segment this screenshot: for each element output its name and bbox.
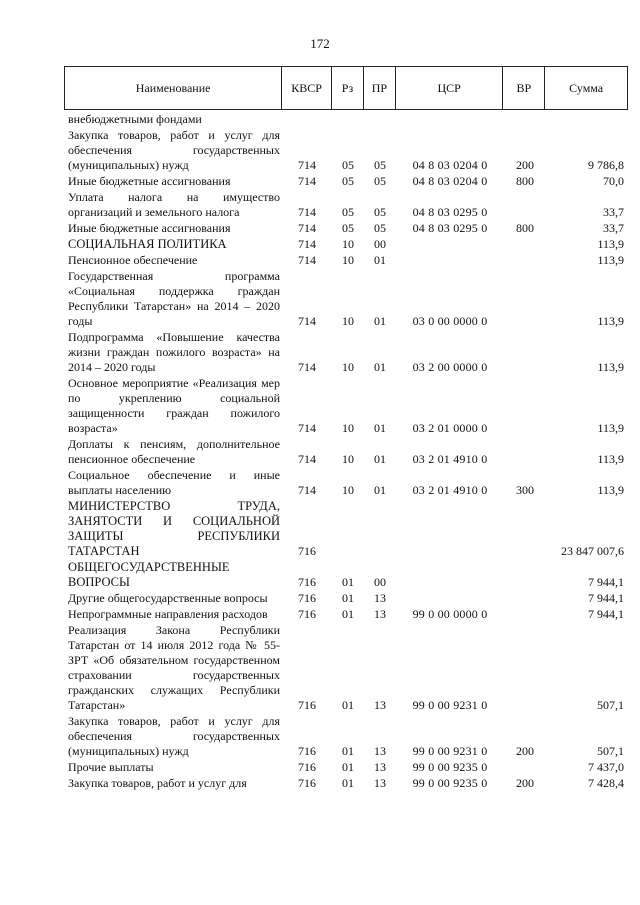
table-row [64,376,628,436]
cell-pr: 01 [374,483,386,497]
cell-rz: 01 [342,744,354,758]
cell-sum: 23 847 007,6 [561,544,624,558]
table-row [64,221,628,236]
cell-rz: 10 [342,253,354,267]
cell-pr: 01 [374,253,386,267]
cell-name: СОЦИАЛЬНАЯ ПОЛИТИКА [68,237,227,251]
table-row [64,174,628,189]
cell-name: Непрограммные направления расходов [68,607,268,621]
cell-kvsr: 714 [298,158,316,172]
cell-name: МИНИСТЕРСТВО ТРУДА, ЗАНЯТОСТИ И СОЦИАЛЬНОЙ ЗАЩИТЫ РЕСПУБЛИКИ ТАТАРСТАН [68,499,280,558]
cell-csr: 03 2 00 0000 0 [412,360,488,374]
cell-sum: 113,9 [597,360,624,374]
cell-sum: 7 944,1 [588,607,624,621]
cell-kvsr: 716 [298,575,316,589]
cell-pr: 13 [374,607,386,621]
cell-name: внебюджетными фондами [68,112,202,126]
cell-rz: 05 [342,205,354,219]
cell-vr: 200 [516,776,534,790]
table-row [64,560,628,590]
cell-pr: 01 [374,360,386,374]
cell-sum: 507,1 [597,744,624,758]
cell-kvsr: 716 [298,591,316,605]
table-row [64,607,628,622]
table-row [64,499,628,559]
cell-name: Подпрограмма «Повышение качества жизни граждан пожилого возраста» на 2014 – 2020 годы [68,330,280,374]
table-row [64,269,628,329]
cell-name: Другие общегосударственные вопросы [68,591,268,605]
cell-rz: 05 [342,174,354,188]
header-pr: ПР [364,67,396,109]
header-csr: ЦСР [396,67,504,109]
cell-rz: 01 [342,698,354,712]
cell-rz: 01 [342,760,354,774]
table-body [64,112,628,791]
cell-sum: 113,9 [597,253,624,267]
page-number: 172 [310,36,330,51]
cell-pr: 01 [374,421,386,435]
cell-kvsr: 716 [298,776,316,790]
cell-sum: 7 944,1 [588,591,624,605]
cell-pr: 01 [374,452,386,466]
cell-pr: 01 [374,314,386,328]
cell-name: Закупка товаров, работ и услуг для обеспечения государственных (муниципальных) нужд [68,128,280,172]
cell-name: Реализация Закона Республики Татарстан от 14 июля 2012 года № 55-ЗРТ «Об обязательном государственном страховании государственных гражданских служащих Республики Татарстан» [68,623,280,712]
cell-pr: 13 [374,698,386,712]
header-rz: Рз [332,67,364,109]
table-row [64,190,628,220]
table-row [64,330,628,375]
cell-name: Закупка товаров, работ и услуг для [68,776,247,790]
table-row [64,253,628,268]
cell-sum: 33,7 [603,205,624,219]
cell-name: ОБЩЕГОСУДАРСТВЕННЫЕ ВОПРОСЫ [68,560,230,589]
cell-rz: 10 [342,314,354,328]
cell-pr: 05 [374,221,386,235]
cell-name: Государственная программа «Социальная поддержка граждан Республики Татарстан» на 2014 – 2020 годы [68,269,280,328]
cell-rz: 01 [342,591,354,605]
cell-pr: 00 [374,237,386,251]
cell-csr: 04 8 03 0204 0 [412,158,488,172]
cell-kvsr: 716 [298,760,316,774]
cell-name: Иные бюджетные ассигнования [68,221,231,235]
cell-rz: 01 [342,776,354,790]
cell-rz: 10 [342,452,354,466]
cell-csr: 03 2 01 4910 0 [412,452,488,466]
cell-vr: 300 [516,483,534,497]
cell-rz: 05 [342,158,354,172]
cell-rz: 01 [342,607,354,621]
table-row [64,112,628,127]
cell-sum: 33,7 [603,221,624,235]
cell-pr: 13 [374,591,386,605]
cell-pr: 05 [374,174,386,188]
cell-csr: 04 8 03 0204 0 [412,174,488,188]
cell-kvsr: 716 [298,607,316,621]
cell-csr: 99 0 00 9231 0 [412,698,488,712]
cell-kvsr: 716 [298,544,316,558]
cell-csr: 03 0 00 0000 0 [412,314,488,328]
cell-kvsr: 716 [298,744,316,758]
cell-csr: 03 2 01 4910 0 [412,483,488,497]
cell-name: Социальное обеспечение и иные выплаты населению [68,468,280,497]
cell-sum: 507,1 [597,698,624,712]
cell-sum: 70,0 [603,174,624,188]
cell-pr: 13 [374,744,386,758]
cell-csr: 99 0 00 0000 0 [412,607,488,621]
header-sum: Сумма [569,80,604,95]
cell-vr: 800 [516,174,534,188]
cell-pr: 00 [374,575,386,589]
table-row [64,437,628,467]
cell-csr: 99 0 00 9235 0 [412,760,488,774]
table-row [64,760,628,775]
cell-name: Прочие выплаты [68,760,154,774]
cell-vr: 800 [516,221,534,235]
cell-pr: 13 [374,760,386,774]
cell-sum: 113,9 [597,421,624,435]
cell-sum: 7 437,0 [588,760,624,774]
cell-sum: 113,9 [597,314,624,328]
cell-kvsr: 714 [298,253,316,267]
table-row [64,468,628,498]
cell-name: Доплаты к пенсиям, дополнительное пенсионное обеспечение [68,437,280,466]
cell-csr: 03 2 01 0000 0 [412,421,488,435]
table-header [64,66,628,110]
header-kvsr: КВСР [282,67,332,109]
table-row [64,591,628,606]
cell-sum: 113,9 [597,483,624,497]
cell-sum: 7 428,4 [588,776,624,790]
cell-rz: 10 [342,237,354,251]
cell-csr: 04 8 03 0295 0 [412,221,488,235]
cell-name: Иные бюджетные ассигнования [68,174,231,188]
cell-name: Основное мероприятие «Реализация мер по укреплению социальной защищенности граждан пожилого возраста» [68,376,280,435]
cell-rz: 10 [342,483,354,497]
cell-csr: 99 0 00 9235 0 [412,776,488,790]
cell-sum: 9 786,8 [588,158,624,172]
cell-rz: 01 [342,575,354,589]
cell-pr: 05 [374,205,386,219]
cell-csr: 04 8 03 0295 0 [412,205,488,219]
cell-csr: 99 0 00 9231 0 [412,744,488,758]
cell-rz: 10 [342,421,354,435]
cell-kvsr: 714 [298,314,316,328]
cell-kvsr: 714 [298,452,316,466]
cell-rz: 05 [342,221,354,235]
cell-kvsr: 714 [298,205,316,219]
cell-sum: 113,9 [597,237,624,251]
table-row [64,128,628,173]
cell-kvsr: 714 [298,483,316,497]
header-name: Наименование [65,67,282,109]
cell-name: Пенсионное обеспечение [68,253,198,267]
cell-name: Закупка товаров, работ и услуг для обеспечения государственных (муниципальных) нужд [68,714,280,758]
table-row [64,714,628,759]
cell-sum: 7 944,1 [588,575,624,589]
table-row [64,776,628,791]
cell-pr: 05 [374,158,386,172]
table-row [64,237,628,252]
cell-kvsr: 714 [298,174,316,188]
cell-sum: 113,9 [597,452,624,466]
cell-kvsr: 714 [298,360,316,374]
cell-kvsr: 716 [298,698,316,712]
table-row [64,623,628,713]
cell-kvsr: 714 [298,237,316,251]
cell-pr: 13 [374,776,386,790]
cell-vr: 200 [516,158,534,172]
cell-rz: 10 [342,360,354,374]
cell-name: Уплата налога на имущество организаций и земельного налога [68,190,280,219]
cell-kvsr: 714 [298,221,316,235]
cell-kvsr: 714 [298,421,316,435]
cell-vr: 200 [516,744,534,758]
header-vr: ВР [503,67,545,109]
